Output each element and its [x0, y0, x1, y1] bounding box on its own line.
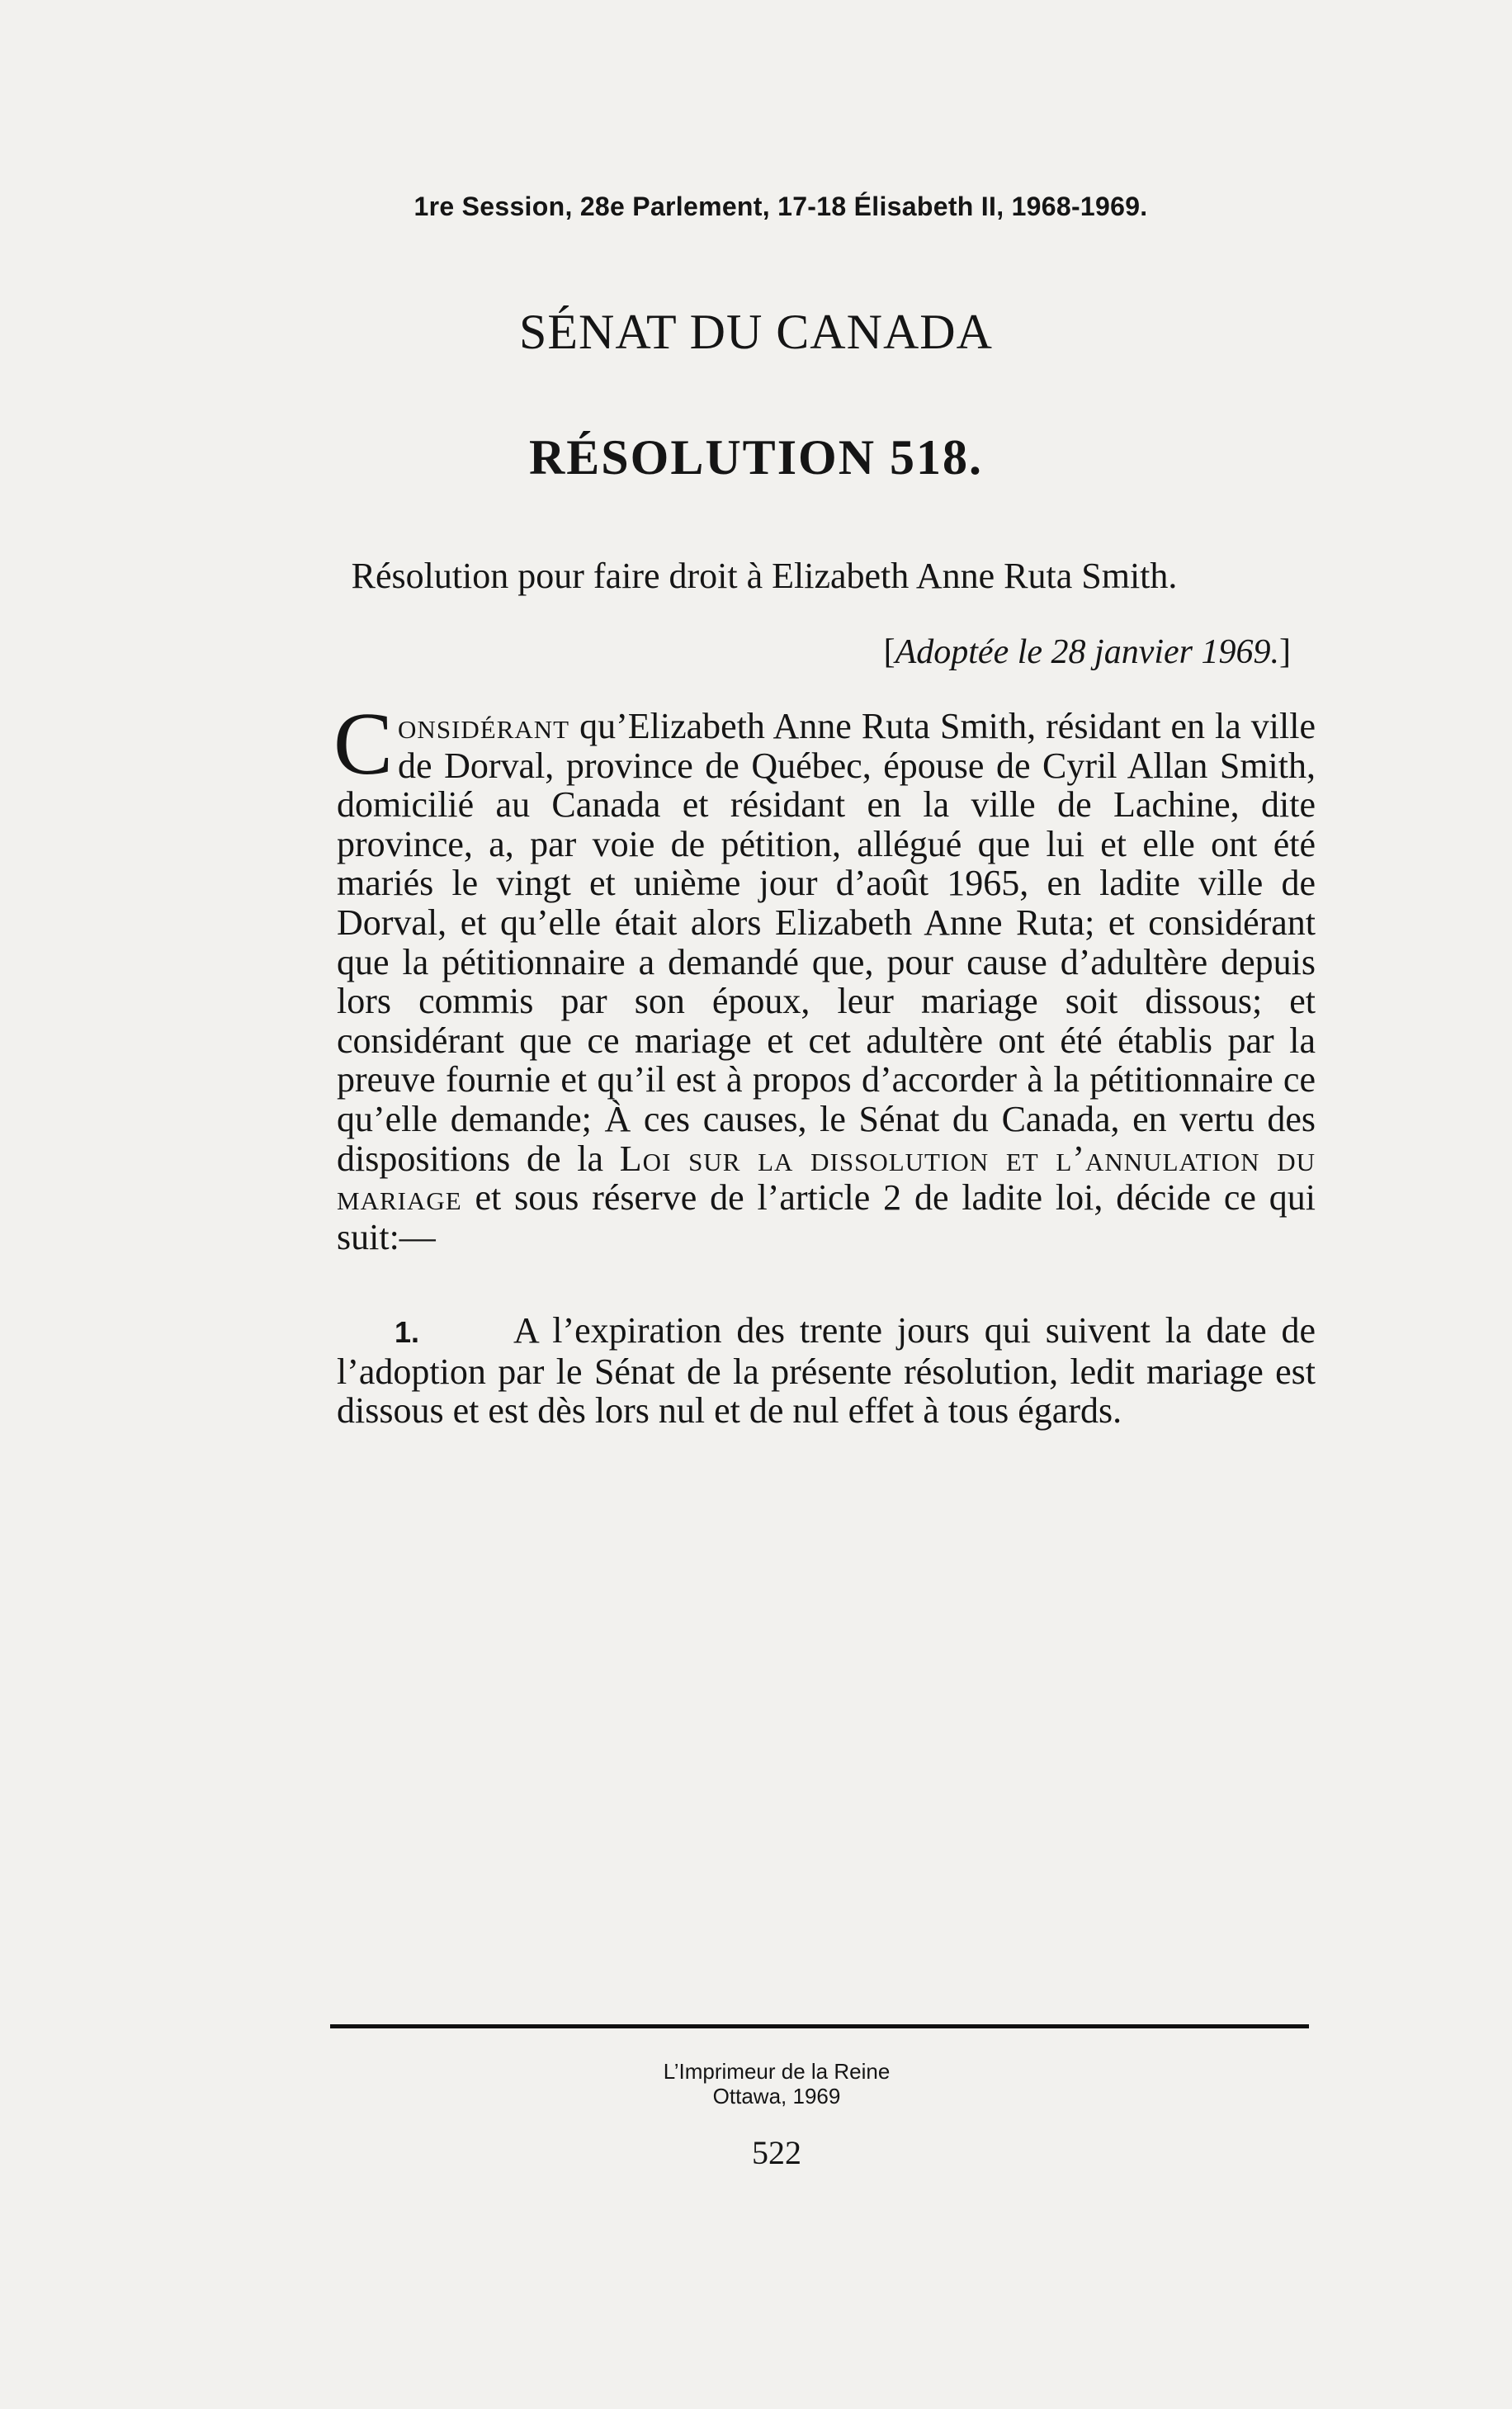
- adoption-date: [884, 632, 1291, 672]
- clause-number: 1.: [395, 1315, 420, 1349]
- adoption-close-bracket: ]: [1279, 633, 1291, 671]
- clause-text: A l’expiration des trente jours qui suivent la date de l’adoption par le Sénat de la présente résolution, ledit mariage est dissous et est dès lors nul et de nul effet à tous égards.: [337, 1310, 1316, 1432]
- preamble-paragraph: [333, 695, 1316, 1257]
- session-header: 1re Session, 28e Parlement, 17-18 Élisabeth II, 1968-1969.: [413, 192, 1148, 221]
- printer-location: Ottawa, 1969: [712, 2084, 841, 2108]
- page-number: 522: [752, 2134, 801, 2171]
- act-name: Loi sur la dissolution et l’annulation du mariage: [337, 1138, 1316, 1219]
- printer-info: [0, 2059, 1512, 2108]
- adoption-text: Adoptée le 28 janvier 1969.: [895, 633, 1279, 671]
- footer-divider: [330, 2024, 1309, 2028]
- drop-cap: C: [333, 695, 394, 793]
- preamble-text-part1: qu’Elizabeth Anne Ruta Smith, résidant en la ville de Dorval, province de Québec, épouse de Cyril Allan Smith, domicilié au Canada et résidant en la ville de Lachine, dite province, a, par voie de pétition, allégué que lui et elle ont été mariés le vingt et unième jour d’août 1965, en ladite ville de Dorval, et qu’elle était alors Elizabeth Anne Ruta; et considérant que la pétitionnaire a demandé que, pour cause d’adultère depuis lors commis par son époux, leur mariage soit dissous; et considérant que ce mariage et cet adultère ont été établis par la preuve fournie et qu’il est à propos d’accorder à la pétitionnaire ce qu’elle demande; À ces causes, le Sénat du Canada, en vertu des dispositions de la: [337, 706, 1316, 1179]
- adoption-open-bracket: [: [883, 633, 895, 671]
- resolution-subtitle: Résolution pour faire droit à Elizabeth Anne Ruta Smith.: [351, 556, 1178, 596]
- printer-name: L’Imprimeur de la Reine: [663, 2059, 891, 2084]
- clause-1: [337, 1311, 1316, 1431]
- resolution-title: RÉSOLUTION 518.: [528, 430, 984, 485]
- preamble-lead-word: onsidérant: [398, 706, 570, 746]
- preamble-text-part2: et sous réserve de l’article 2 de ladite loi, décide ce qui suit:—: [337, 1177, 1316, 1257]
- senate-title: SÉNAT DU CANADA: [519, 305, 993, 359]
